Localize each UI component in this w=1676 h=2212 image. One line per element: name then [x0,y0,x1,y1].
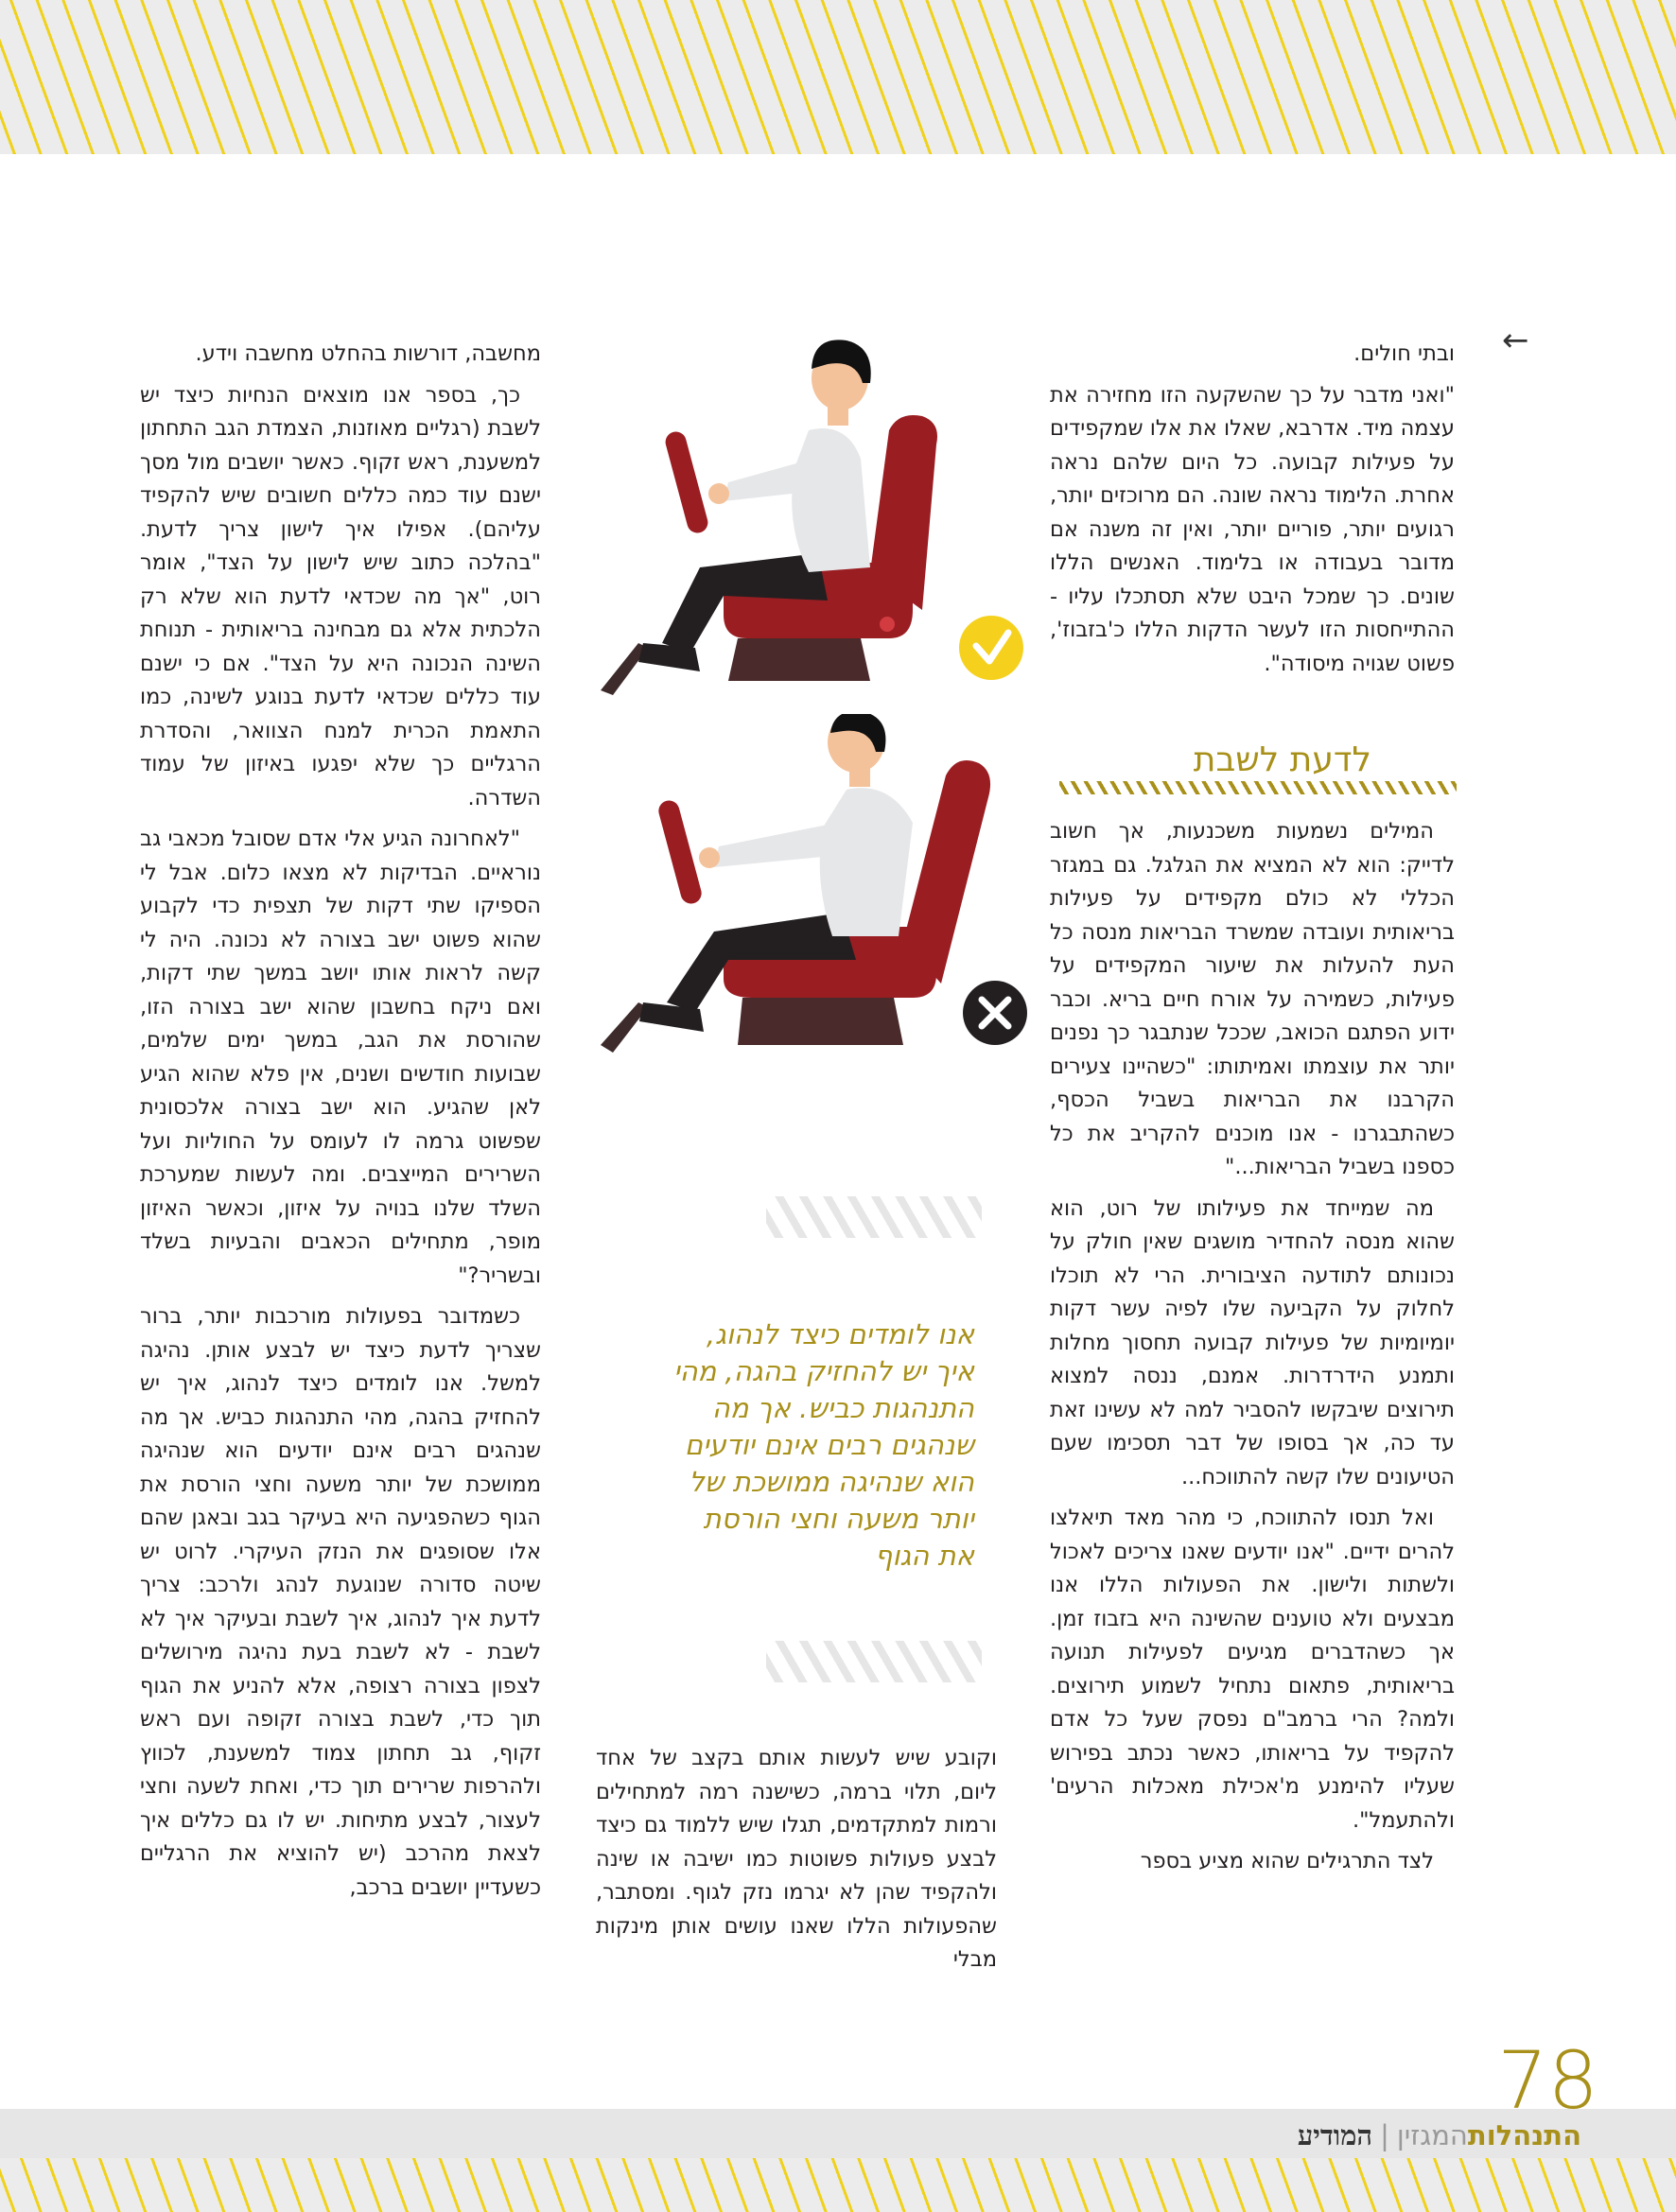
figure-incorrect-posture [586,714,1040,1054]
arrow-left-icon: ← [1502,322,1529,359]
running-footer [1298,2118,1581,2152]
paragraph: מה שמייחד את פעילותו של רוט, הוא שהוא מנסה להחדיר מושגים שאין חולק על נכונותם לתודעה הציבורית. הרי לא תוכלו לחלוק על הקביעה שלו לפיה עשר דקות יומיומיות של פעילות קבועה תחסוך מחלות ותמנע הידרדרות. אמנם, ננסה למצוא תירוצים שיבקשו להסביר למה לא עשינו זאת עד כה, אך בסופו של דבר תסכימו שעם הטיעונים שלו קשה להתווכח... [1050,1195,1455,1489]
paragraph: המילים נשמעות משכנעות, אך חשוב לדייק: הוא לא המציא את הגלגל. גם במגזר הכללי לא כולם מקפידים על פעילות בריאותית ועובדה שמשרד הבריאות מנסה כל העת להעלות את שיעור המקפידים על פעילות, כשמירה על אורח חיים בריא. וכבר ידוע הפתגם הכואב, שככל שנתבגר כך נפנים יותר את עוצמתו ואמיתותו: "כשהיינו צעירים הקרבנו את הבריאות בשביל הכסף, כשהתבגרנו - אנו מוכנים להקריב את כל כספנו בשביל הבריאות..." [1050,819,1455,1179]
brand-logo: המודיע [1297,2119,1373,2151]
pull-quote-top-rule [766,1196,982,1238]
paragraph: "ואני מדבר על כך שהשקעה הזו מחזירה את עצמה מיד. אדרבא, שאלו את אלו שמקפידים על פעילות קבועה. כל היום שלהם נראה אחרת. הלימוד נראה שונה. הם מרוכזים יותר, רגועים יותר, פוריים יותר, ואין זה משנה אם מדובר בעבודה או בלימוד. האנשים הללו שונים. כך שמכל היבט שלא תסתכלו עליו - ההתייחסות הזו לעשר הדקות הללו כ'בזבוז', פשוט שגויה מיסודה". [1050,382,1455,676]
section-heading-title: לדעת לשבת [1193,740,1371,779]
paragraph: לצד התרגילים שהוא מציע בספר [1140,1849,1434,1873]
page-number: 78 [1497,2034,1598,2127]
paragraph: "לאחרונה הגיע אלי אדם שסובל מכאבי גב נוראיים. הבדיקות לא מצאו כלום. אבל לי הספיקו שתי דקות של תצפית כדי לקבוע שהוא פשוט ישב בצורה לא נכונה. היה לי קשה לראות אותו יושב במשך שתי דקות, ואם ניקח בחשבון שהוא ישב בצורה הזו, שהורסת את הגב, במשך ימים שלמים, שבועות חודשים ושנים, אין פלא שהוא הגיע לאן שהגיע. הוא ישב בצורה אלכסונית שפשוט גרמה לו לעומס על החוליות ועל השרירים המייצבים. ומה לעשות שמערכת השלד שלנו בנויה על איזון, וכאשר האיזון מופר, מתחילים הכאבים והבעיות בשלד ובשריר?" [140,827,541,1288]
figure-correct-posture [586,326,1040,695]
paragraph: כשמדובר בפעולות מורכבות יותר, ברור שצריך לדעת כיצד יש לבצע אותן. נהיגה למשל. אנו לומדים כיצד לנהוג, איך יש להחזיק בהגה, מהי התנהגות כביש. אך מה שנהגים רבים אינם יודעים הוא שנהיגה ממושכת של יותר משעה וחצי הורסת את הגוף כשהפגיעה היא בעיקר בגב ובאגן שהם אלו שסופגים את הנזק העיקרי. לרוט יש שיטה סדורה שנוגעת לנהג ולרכב: צריך לדעת איך לנהוג, איך לשבת ובעיקר איך לא לשבת - לא לשבת בעת נהיגה מירושלים לצפון בצורה רצופה, אלא להניע את הגוף תוך כדי, לשבת בצורה זקופה ועם ראש זקוף, גב תחתון צמוד למשענת, לכווץ ולהרפות שרירים תוך כדי, ואחת לשעה וחצי לעצור, לבצע מתיחות. יש לו גם כללים איך לצאת מהרכב (יש להוציא את הרגליים כשעדיין יושבים ברכב, [140,1304,541,1900]
pull-quote-bottom-rule [766,1641,982,1682]
footer-divider: | [1380,2119,1389,2151]
magazine-name: המגזין [1396,2119,1468,2151]
top-stripe-band [0,0,1676,154]
paragraph: ובתי חולים. [1353,341,1455,366]
section-name: התנהלות [1467,2119,1581,2151]
middle-column [596,1742,997,1985]
paragraph: כך, בספר אנו מוצאים הנחיות כיצד יש לשבת (רגליים מאוזנות, הצמדת הגב התחתון למשענת, ראש זקוף. כאשר יושבים מול מסך ישנם עוד כמה כללים חשובים שיש להקפיד עליהם). אפילו איך לישון צריך לדעת. "בהלכה כתוב שיש לישון על הצד", אומר רוט, "אך מה שכדאי לדעת הוא שלא רק הלכתית אלא גם מבחינה בריאותית - תנוחת השינה הנכונה היא על הצד". אם כי ישנם עוד כללים שכדאי לדעת בנוגע לשינה, כמו התאמת הכרית למנח הצוואר, והסדרת הרגליים כך שלא יפגעו באיזון של עמוד השדרה. [140,382,541,810]
right-column [1050,338,1455,688]
right-column-lower [1050,815,1455,1887]
x-icon [963,981,1027,1045]
pull-quote: אנו לומדים כיצד לנהוג, איך יש להחזיק בהגה, מהי התנהגות כביש. אך מה שנהגים רבים אינם יודעים הוא שנהיגה ממושכת של יותר משעה וחצי הורסת את הגוף [673,1318,974,1572]
paragraph: ואל תנסו להתווכח, כי מהר מאד תיאלצו להרים ידיים. "אנו יודעים שאנו צריכים לאכול ולשתות ולישון. את הפעולות הללו אנו מבצעים ולא טוענים שהשינה היא בזבוז זמן. אך כשהדברים מגיעים לפעילות תנועה בריאותית, פתאום נתחיל לשמוע תירוצים. ולמה? הרי ברמב"ם נפסק שעל כל אדם להקפיד על בריאותו, כאשר נכתב בפירוש שעליו להימנע מ'אכילת מאכלות הרעים' ולהתעמל". [1050,1506,1455,1833]
paragraph: וקובע שיש לעשות אותם בקצב של אחד ליום, תלוי ברמה, כשישנה רמה למתחילים ורמות למתקדמים, תגלו שיש ללמוד גם כיצד לבצע פעולות פשוטות כמו ישיבה או שינה ולהקפיד שהן לא יגרמו נזק לגוף. ומסתבר, שהפעולות הללו שאנו עושים אותן מינקות מבלי [596,1746,997,1972]
section-heading-underline [1059,781,1457,794]
paragraph: מחשבה, דורשות בהחלט מחשבה וידע. [195,341,541,366]
check-icon [959,616,1023,680]
left-column [140,338,541,1912]
section-heading [1059,740,1457,806]
